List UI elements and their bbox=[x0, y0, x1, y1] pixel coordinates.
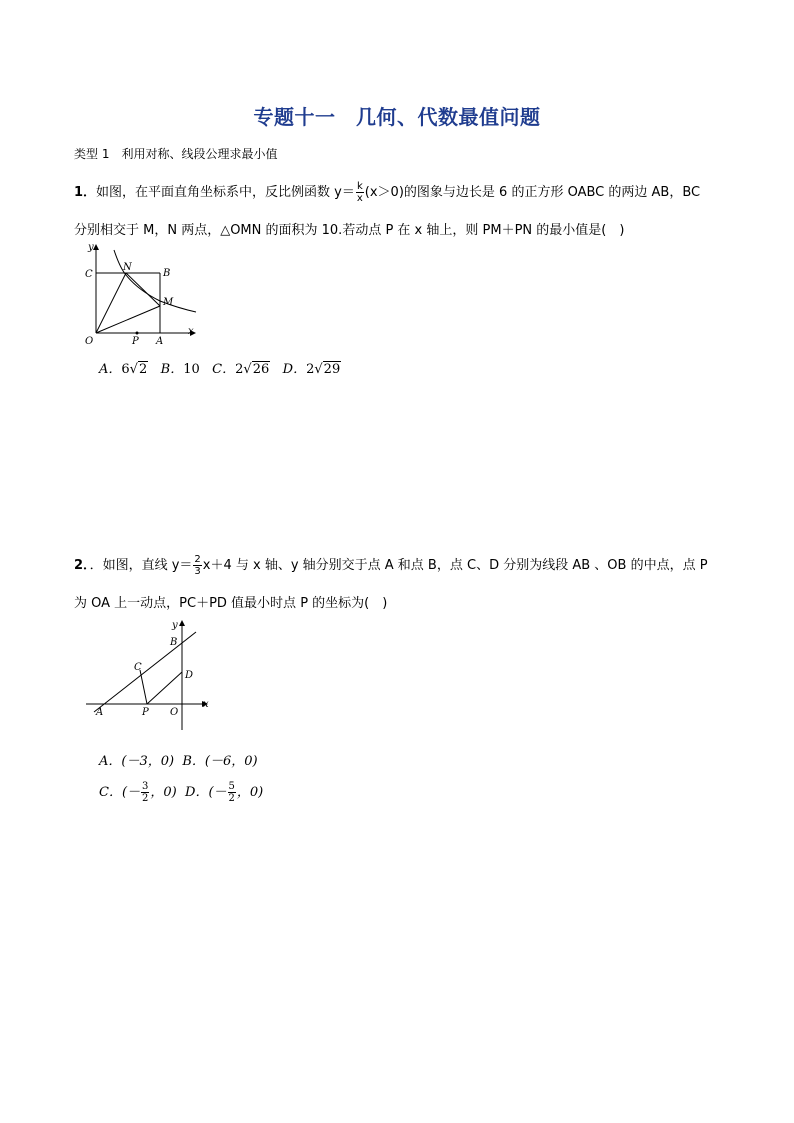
q2-fig-label-P: P bbox=[142, 707, 149, 718]
q1-frac-den: x bbox=[356, 193, 363, 204]
q1-fig-label-N: N bbox=[123, 262, 132, 273]
q2-line1: 2．．如图，直线 y＝ $\frac{2}{3}$ x＋4 与 x 轴、y 轴分别交于点 A 和点 B，点 C、D 分别为线段 AB 、OB 的中点，点 P bbox=[74, 554, 708, 577]
q2-option-b: B．(－6，0) bbox=[182, 754, 258, 769]
q2-text-a: ．如图，直线 y＝ bbox=[89, 558, 193, 573]
q2-options-row2 bbox=[99, 781, 263, 804]
q2-fig-label-O: O bbox=[170, 707, 179, 718]
q1-fig-label-y: y bbox=[88, 242, 94, 253]
q1-figure bbox=[78, 238, 203, 348]
q2-option-d: D．(－ $\frac{5}{2}$ ，0) bbox=[185, 781, 264, 804]
q1-frac-num: k bbox=[356, 181, 363, 192]
q2-frac-num: 2 bbox=[194, 554, 201, 565]
q1-line1 bbox=[74, 181, 700, 204]
q1-option-d: D．2√29 bbox=[282, 362, 341, 377]
q2-number: 2 bbox=[74, 558, 84, 573]
q2-fig-label-y: y bbox=[172, 620, 178, 631]
q2-fig-label-B: B bbox=[170, 637, 178, 648]
q2-option-c: C．(－ $\frac{3}{2}$ ，0) bbox=[99, 781, 177, 804]
q2-text-b: x＋4 与 x 轴、y 轴分别交于点 A 和点 B，点 C、D 分别为线段 AB 、OB 的中点，点 P bbox=[202, 558, 708, 573]
q2-fig-label-D: D bbox=[185, 670, 194, 681]
q1-fig-label-P: P bbox=[132, 336, 139, 347]
q1-fig-label-A: A bbox=[156, 336, 164, 347]
q1-option-c: C．2√26 bbox=[212, 362, 270, 377]
q2-fig-label-x: x bbox=[203, 699, 209, 710]
q1-fig-label-x: x bbox=[188, 326, 194, 337]
q2-line2: 为 OA 上一动点，PC＋PD 值最小时点 P 的坐标为( ) bbox=[74, 596, 388, 611]
q1-fig-label-C: C bbox=[85, 269, 93, 280]
q1-text-b: (x＞0)的图象与边长是 6 的正方形 OABC 的两边 AB，BC bbox=[364, 185, 701, 200]
q2-figure bbox=[84, 616, 219, 734]
q1-option-a: A．6√2 bbox=[99, 362, 148, 377]
q2-options-row1 bbox=[99, 750, 258, 769]
page-title: 专题十一 几何、代数最值问题 bbox=[253, 105, 541, 129]
q2-option-a: A．(－3，0) bbox=[99, 754, 175, 769]
q1-option-b: B．10 bbox=[160, 362, 200, 377]
q2-fig-label-C: C bbox=[134, 662, 142, 673]
q1-text-a: 如图，在平面直角坐标系中，反比例函数 y＝ bbox=[96, 185, 355, 200]
q1-number: 1． bbox=[74, 185, 97, 200]
q1-options bbox=[99, 358, 341, 377]
q2-frac-den: 3 bbox=[194, 566, 201, 577]
q1-fig-label-B: B bbox=[163, 268, 171, 279]
section-type-heading: 类型 1 利用对称、线段公理求最小值 bbox=[74, 147, 278, 161]
q1-fraction bbox=[356, 181, 364, 204]
q1-fig-label-M: M bbox=[163, 297, 174, 308]
q2-fraction bbox=[193, 554, 201, 577]
q1-line2: 分别相交于 M，N 两点，△OMN 的面积为 10.若动点 P 在 x 轴上，则 PM＋PN 的最小值是( ) bbox=[74, 223, 625, 238]
q1-fig-label-O: O bbox=[85, 336, 94, 347]
q2-fig-label-A: A bbox=[96, 707, 104, 718]
